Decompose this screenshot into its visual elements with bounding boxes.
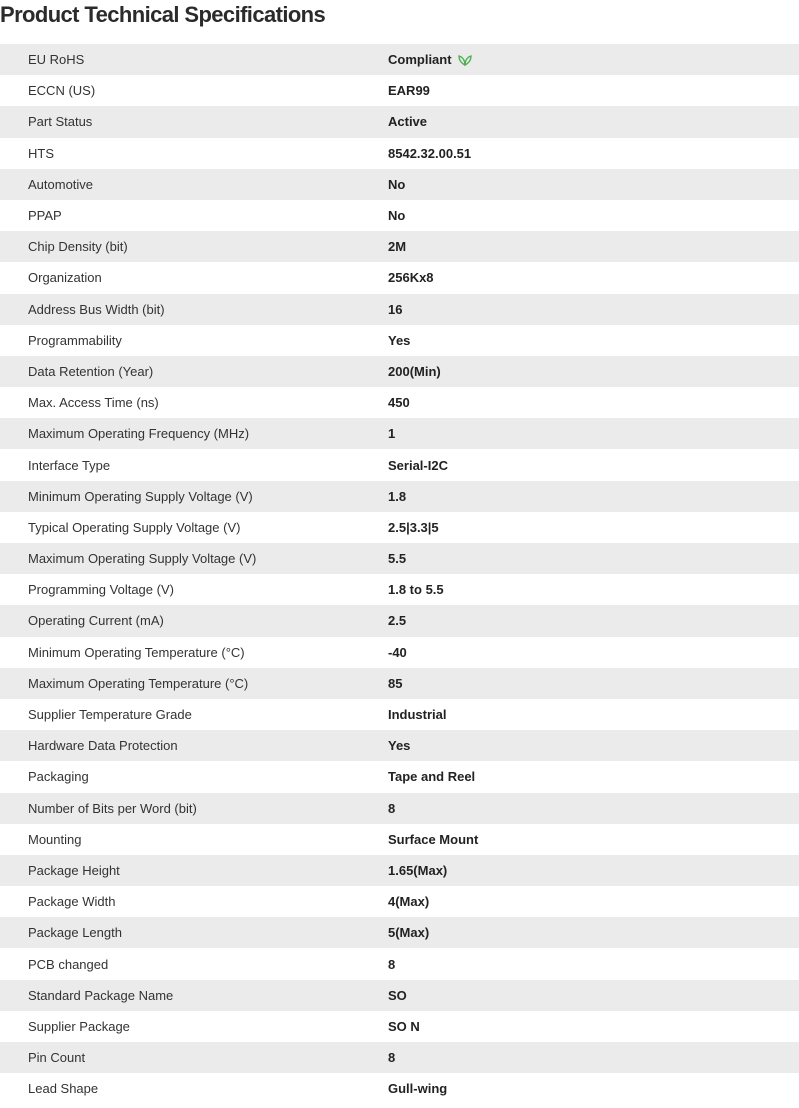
spec-label: Address Bus Width (bit) [28, 301, 165, 317]
spec-value: Active [388, 114, 428, 130]
spec-row [0, 481, 799, 512]
spec-row [0, 75, 799, 106]
spec-value: Compliant [388, 52, 452, 68]
spec-row [0, 730, 799, 761]
spec-label: EU RoHS [28, 52, 85, 68]
spec-value-cell [388, 1050, 799, 1065]
spec-row [0, 605, 799, 636]
spec-value: 8 [388, 800, 396, 816]
spec-row [0, 1011, 799, 1042]
spec-value-cell [388, 551, 799, 566]
spec-value: 8 [388, 1050, 396, 1066]
spec-label: Organization [28, 270, 102, 286]
spec-row [0, 761, 799, 792]
spec-row [0, 106, 799, 137]
spec-value-cell [388, 832, 799, 847]
spec-value: SO [388, 987, 407, 1003]
spec-value: 5(Max) [388, 925, 430, 941]
spec-value-cell [388, 988, 799, 1003]
spec-row [0, 855, 799, 886]
spec-label: Maximum Operating Temperature (°C) [28, 675, 249, 691]
spec-value: Surface Mount [388, 831, 479, 847]
spec-label: Chip Density (bit) [28, 239, 128, 255]
spec-row [0, 512, 799, 543]
spec-value-cell [388, 957, 799, 972]
spec-value: 1 [388, 426, 396, 442]
spec-value-cell [388, 1019, 799, 1034]
spec-value-cell [388, 1081, 799, 1096]
spec-label: Automotive [28, 176, 94, 192]
spec-value-cell [388, 801, 799, 816]
spec-value: Industrial [388, 707, 447, 723]
spec-value-cell [388, 114, 799, 129]
spec-label: Package Height [28, 862, 120, 878]
spec-label: Package Length [28, 925, 122, 941]
spec-value-cell [388, 489, 799, 504]
spec-row [0, 948, 799, 979]
spec-value: 8542.32.00.51 [388, 145, 472, 161]
spec-label: Package Width [28, 894, 116, 910]
spec-value: 4(Max) [388, 894, 430, 910]
spec-row [0, 200, 799, 231]
spec-value-cell [388, 52, 799, 67]
spec-value: SO N [388, 1018, 420, 1034]
spec-value: 2.5|3.3|5 [388, 519, 439, 535]
spec-row [0, 138, 799, 169]
spec-value-cell [388, 582, 799, 597]
spec-row [0, 1073, 799, 1104]
spec-value-cell [388, 738, 799, 753]
spec-row [0, 637, 799, 668]
spec-label: PCB changed [28, 956, 109, 972]
spec-label: Supplier Package [28, 1018, 130, 1034]
spec-row [0, 668, 799, 699]
spec-value: 200(Min) [388, 363, 441, 379]
leaf-icon [458, 54, 472, 66]
spec-row [0, 824, 799, 855]
spec-value: No [388, 208, 406, 224]
spec-value-cell [388, 863, 799, 878]
spec-value-cell [388, 676, 799, 691]
spec-label: Data Retention (Year) [28, 363, 154, 379]
spec-value: 85 [388, 675, 403, 691]
spec-value: 2M [388, 239, 407, 255]
spec-value: 1.65(Max) [388, 862, 448, 878]
spec-value: 450 [388, 395, 410, 411]
spec-label: Packaging [28, 769, 89, 785]
spec-value-cell [388, 426, 799, 441]
spec-value-cell [388, 177, 799, 192]
spec-label: Mounting [28, 831, 82, 847]
spec-label: Hardware Data Protection [28, 738, 178, 754]
spec-label: Operating Current (mA) [28, 613, 164, 629]
spec-label: Part Status [28, 114, 93, 130]
spec-label: Interface Type [28, 457, 111, 473]
spec-label: Pin Count [28, 1050, 86, 1066]
spec-value: 1.8 to 5.5 [388, 582, 444, 598]
spec-row [0, 169, 799, 200]
spec-value-cell [388, 364, 799, 379]
spec-row [0, 574, 799, 605]
spec-value-cell [388, 613, 799, 628]
spec-value: Gull-wing [388, 1081, 448, 1097]
spec-row [0, 325, 799, 356]
spec-label: Lead Shape [28, 1081, 99, 1097]
spec-value: Yes [388, 332, 411, 348]
spec-label: ECCN (US) [28, 83, 96, 99]
spec-label: Maximum Operating Supply Voltage (V) [28, 551, 257, 567]
spec-label: Minimum Operating Temperature (°C) [28, 644, 245, 660]
spec-value: Tape and Reel [388, 769, 476, 785]
spec-value-cell [388, 395, 799, 410]
spec-row [0, 356, 799, 387]
spec-row [0, 793, 799, 824]
spec-value: 256Kx8 [388, 270, 434, 286]
spec-value: EAR99 [388, 83, 430, 99]
spec-label: Maximum Operating Frequency (MHz) [28, 426, 250, 442]
spec-label: Typical Operating Supply Voltage (V) [28, 519, 241, 535]
spec-label: Programming Voltage (V) [28, 582, 174, 598]
spec-label: Number of Bits per Word (bit) [28, 800, 197, 816]
spec-value: 16 [388, 301, 403, 317]
spec-value-cell [388, 302, 799, 317]
spec-value: -40 [388, 644, 407, 660]
spec-value: 8 [388, 956, 396, 972]
spec-value-cell [388, 333, 799, 348]
spec-value: No [388, 176, 406, 192]
spec-value-cell [388, 458, 799, 473]
spec-label: Supplier Temperature Grade [28, 707, 192, 723]
spec-value-cell [388, 146, 799, 161]
spec-row [0, 886, 799, 917]
specifications-table [0, 44, 799, 1104]
spec-label: Standard Package Name [28, 987, 174, 1003]
spec-value-cell [388, 270, 799, 285]
spec-value-cell [388, 208, 799, 223]
spec-row [0, 231, 799, 262]
spec-row [0, 44, 799, 75]
spec-value-cell [388, 645, 799, 660]
spec-label: HTS [28, 145, 54, 161]
spec-value: 1.8 [388, 488, 407, 504]
spec-label: Max. Access Time (ns) [28, 395, 159, 411]
spec-value-cell [388, 239, 799, 254]
spec-value: Yes [388, 738, 411, 754]
spec-row [0, 449, 799, 480]
spec-row [0, 387, 799, 418]
spec-value-cell [388, 925, 799, 940]
page-title: Product Technical Specifications [0, 2, 326, 27]
spec-value-cell [388, 83, 799, 98]
spec-value: 2.5 [388, 613, 407, 629]
spec-row [0, 418, 799, 449]
spec-row [0, 1042, 799, 1073]
spec-value-cell [388, 894, 799, 909]
spec-row [0, 980, 799, 1011]
spec-label: PPAP [28, 208, 62, 224]
spec-label: Programmability [28, 332, 122, 348]
spec-row [0, 543, 799, 574]
spec-value-cell [388, 707, 799, 722]
spec-value: 5.5 [388, 551, 407, 567]
spec-row [0, 699, 799, 730]
spec-row [0, 262, 799, 293]
spec-value-cell [388, 769, 799, 784]
spec-value: Serial-I2C [388, 457, 448, 473]
spec-row [0, 294, 799, 325]
spec-label: Minimum Operating Supply Voltage (V) [28, 488, 253, 504]
spec-row [0, 917, 799, 948]
spec-value-cell [388, 520, 799, 535]
